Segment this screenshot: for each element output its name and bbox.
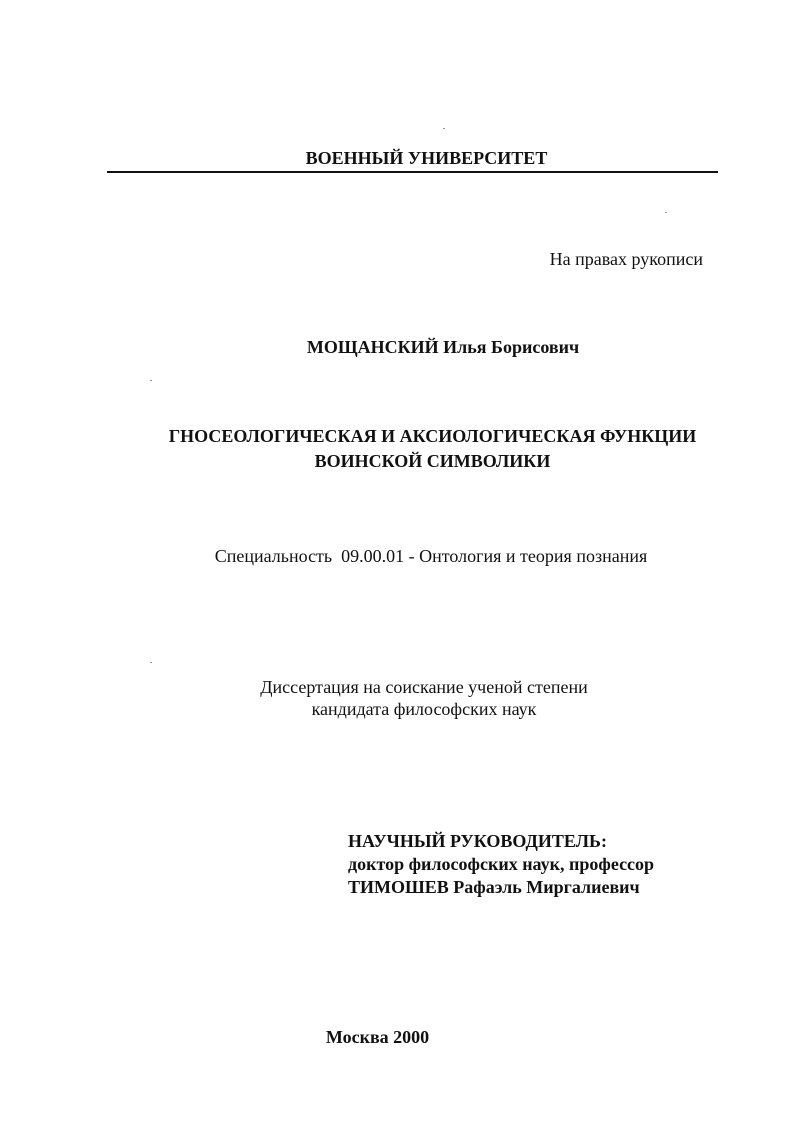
specialty-line: Специальность 09.00.01 - Онтология и теория познания — [214, 546, 648, 566]
scan-speck — [150, 662, 152, 663]
scientific-advisor-block — [348, 830, 654, 899]
title-line-2: ВОИНСКОЙ СИМВОЛИКИ — [314, 451, 551, 471]
header-divider — [107, 171, 718, 173]
manuscript-rights-note: На правах рукописи — [549, 249, 703, 269]
advisor-rank: доктор философских наук, профессор — [348, 854, 655, 874]
dissertation-title — [0, 424, 793, 474]
institution-heading: ВОЕННЫЙ УНИВЕРСИТЕТ — [305, 148, 548, 168]
advisor-name: ТИМОШЕВ Рафаэль Миргалиевич — [348, 877, 640, 897]
scan-speck — [150, 380, 152, 381]
scan-speck — [443, 128, 445, 129]
advisor-heading: НАУЧНЫЙ РУКОВОДИТЕЛЬ: — [348, 831, 607, 851]
degree-statement — [0, 676, 793, 720]
degree-line-2: кандидата философских наук — [311, 699, 537, 719]
title-line-1: ГНОСЕОЛОГИЧЕСКАЯ И АКСИОЛОГИЧЕСКАЯ ФУНКЦИИ — [168, 426, 697, 446]
scan-speck — [665, 212, 667, 213]
degree-line-1: Диссертация на соискание ученой степени — [260, 677, 588, 697]
author-name: МОЩАНСКИЙ Илья Борисович — [306, 337, 580, 357]
city-year: Москва 2000 — [325, 1027, 430, 1047]
